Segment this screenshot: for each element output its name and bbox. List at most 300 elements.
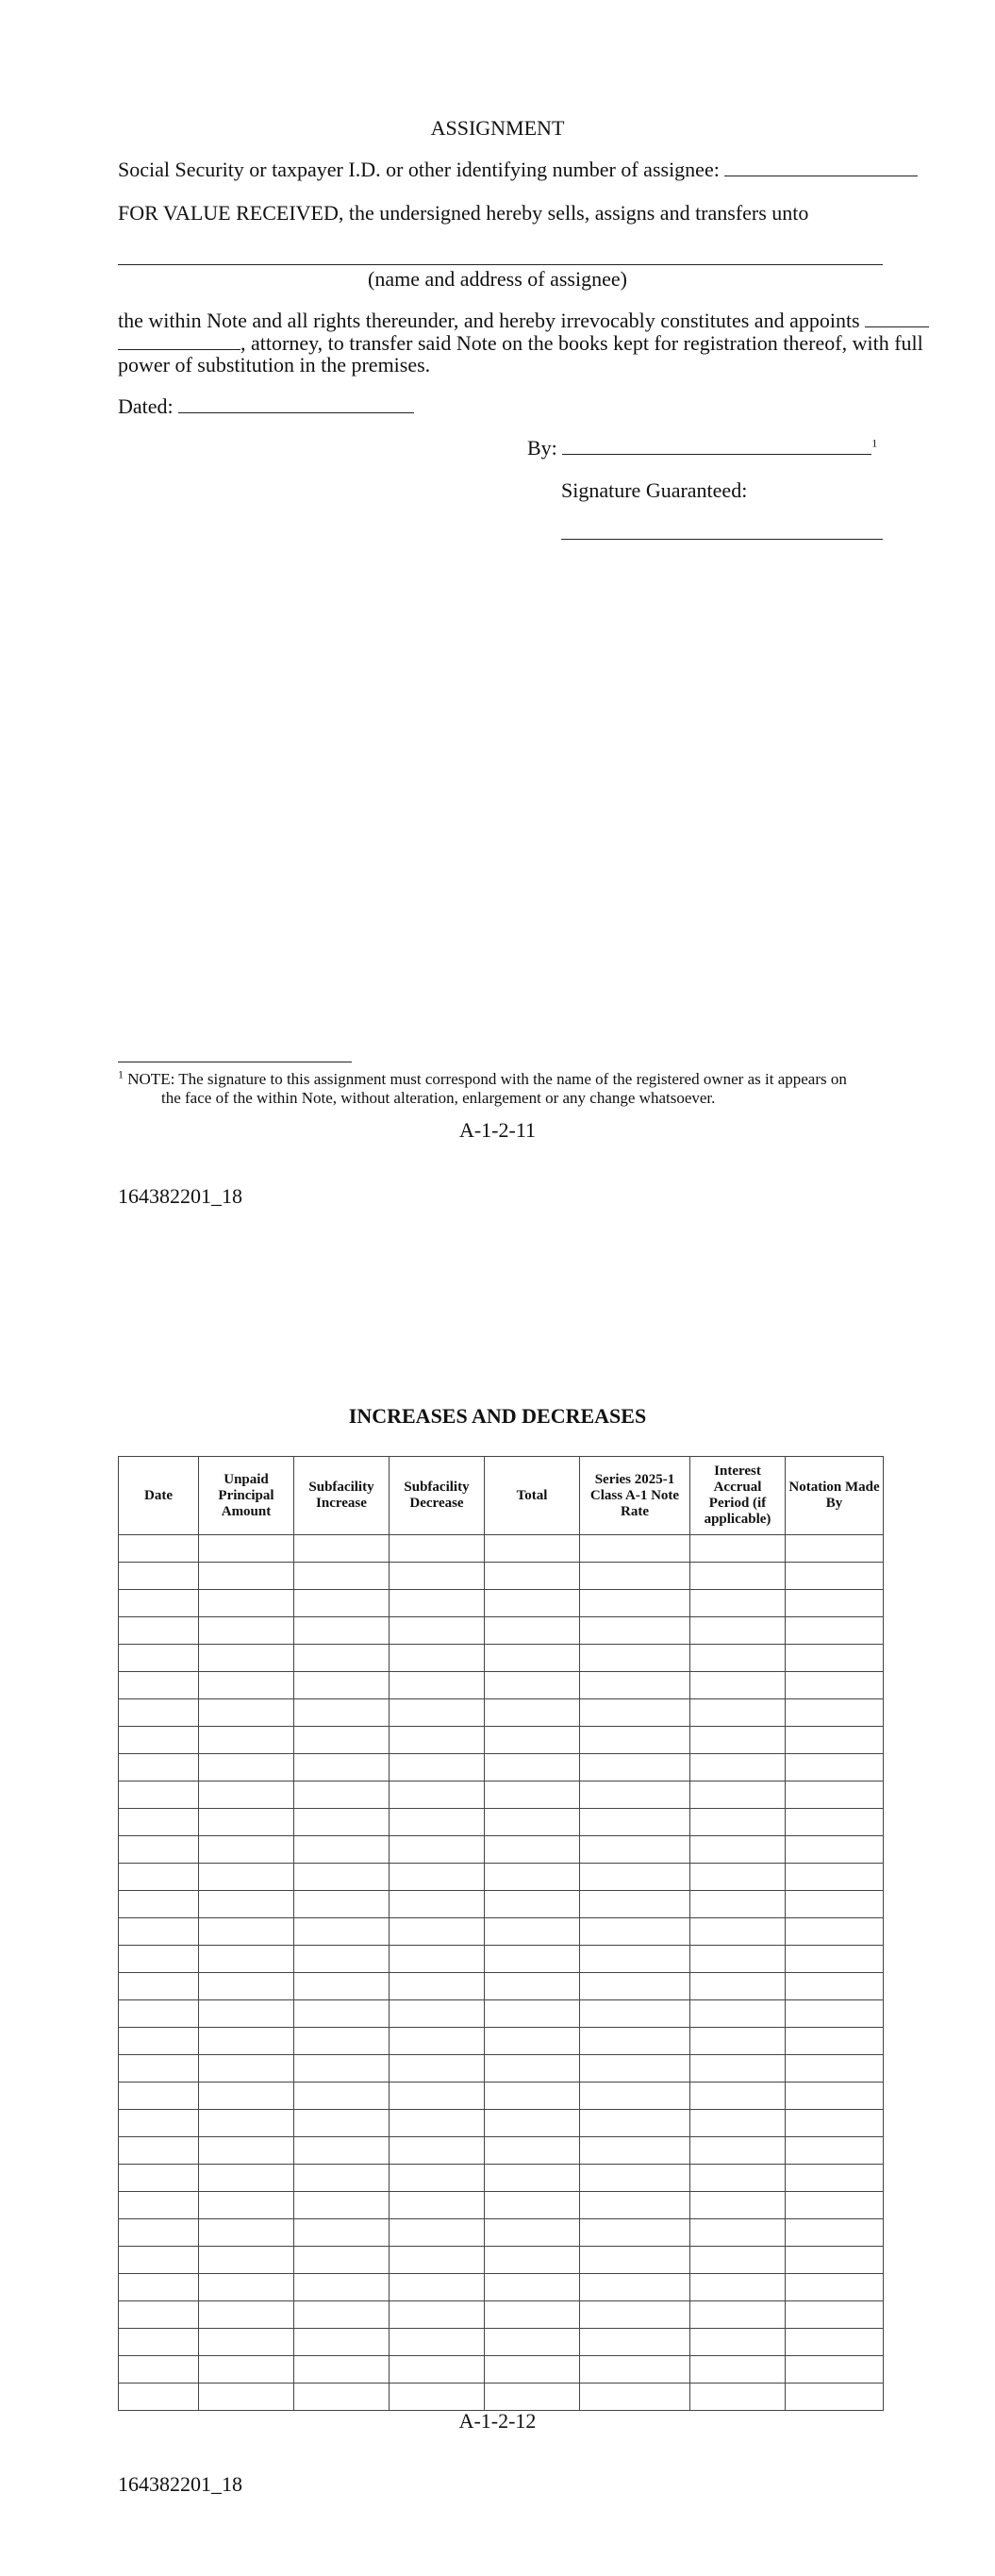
table-cell[interactable]: [199, 2192, 294, 2219]
table-cell[interactable]: [485, 2110, 580, 2137]
table-cell[interactable]: [119, 2301, 199, 2329]
table-row: [119, 2083, 884, 2110]
table-cell[interactable]: [485, 2192, 580, 2219]
table-cell[interactable]: [580, 2329, 690, 2356]
table-cell[interactable]: [390, 2356, 485, 2384]
table-cell[interactable]: [485, 1864, 580, 1891]
table-cell[interactable]: [390, 1672, 485, 1699]
table-row: [119, 1918, 884, 1946]
table-cell[interactable]: [390, 2384, 485, 2411]
table-cell[interactable]: [390, 2219, 485, 2247]
by-label: By:: [527, 436, 557, 460]
table-row: [119, 2384, 884, 2411]
table-cell[interactable]: [690, 1645, 786, 1672]
table-cell[interactable]: [580, 1754, 690, 1781]
table-cell[interactable]: [786, 1590, 884, 1617]
table-cell[interactable]: [690, 2301, 786, 2329]
document-id: 164382201_18: [118, 2472, 242, 2496]
table-cell[interactable]: [580, 1617, 690, 1645]
table-cell[interactable]: [580, 1864, 690, 1891]
table-cell[interactable]: [199, 1973, 294, 2000]
page-number: A-1-2-12: [458, 2409, 537, 2433]
table-cell[interactable]: [199, 2219, 294, 2247]
table-cell[interactable]: [390, 1563, 485, 1590]
table-cell[interactable]: [294, 1699, 390, 1727]
table-cell[interactable]: [580, 2356, 690, 2384]
table-cell[interactable]: [199, 1590, 294, 1617]
table-cell[interactable]: [199, 2301, 294, 2329]
footnote-marker: 1: [118, 1067, 124, 1081]
table-cell[interactable]: [199, 2083, 294, 2110]
table-cell[interactable]: [786, 1781, 884, 1809]
table-cell[interactable]: [199, 1836, 294, 1864]
table-cell[interactable]: [786, 2356, 884, 2384]
table-cell[interactable]: [199, 1946, 294, 1973]
column-header: Subfacility Increase: [294, 1457, 390, 1535]
table-cell[interactable]: [119, 1973, 199, 2000]
table-cell[interactable]: [580, 2384, 690, 2411]
table-cell[interactable]: [390, 1973, 485, 2000]
table-cell[interactable]: [390, 1781, 485, 1809]
table-cell[interactable]: [119, 1727, 199, 1754]
table-cell[interactable]: [786, 2137, 884, 2165]
table-cell[interactable]: [199, 1645, 294, 1672]
table-cell[interactable]: [786, 1836, 884, 1864]
table-cell[interactable]: [390, 1946, 485, 1973]
table-cell[interactable]: [690, 1563, 786, 1590]
table-cell[interactable]: [786, 1864, 884, 1891]
table-cell[interactable]: [119, 1781, 199, 1809]
table-cell[interactable]: [119, 1590, 199, 1617]
table-cell[interactable]: [119, 1563, 199, 1590]
table-cell[interactable]: [485, 1809, 580, 1836]
table-cell[interactable]: [485, 1973, 580, 2000]
table-cell[interactable]: [294, 1727, 390, 1754]
table-cell[interactable]: [786, 1918, 884, 1946]
column-header: Interest Accrual Period (if applicable): [690, 1457, 786, 1535]
table-cell[interactable]: [786, 1754, 884, 1781]
table-cell[interactable]: [690, 2028, 786, 2055]
table-cell[interactable]: [786, 1809, 884, 1836]
table-cell[interactable]: [199, 2028, 294, 2055]
signature-guaranteed-label: Signature Guaranteed:: [561, 478, 748, 502]
table-cell[interactable]: [199, 2329, 294, 2356]
table-cell[interactable]: [786, 1617, 884, 1645]
table-cell[interactable]: [294, 2219, 390, 2247]
table-cell[interactable]: [119, 1645, 199, 1672]
table-cell[interactable]: [199, 1754, 294, 1781]
table-cell[interactable]: [786, 2110, 884, 2137]
table-cell[interactable]: [199, 2055, 294, 2083]
table-row: [119, 1891, 884, 1918]
table-cell[interactable]: [485, 1590, 580, 1617]
table-cell[interactable]: [199, 1864, 294, 1891]
table-cell[interactable]: [294, 1809, 390, 1836]
table-cell[interactable]: [690, 2192, 786, 2219]
ssn-label: Social Security or taxpayer I.D. or other identifying number of assignee:: [118, 158, 720, 181]
table-cell[interactable]: [199, 1672, 294, 1699]
table-cell[interactable]: [199, 2356, 294, 2384]
table-cell[interactable]: [199, 1535, 294, 1563]
column-header: Unpaid Principal Amount: [199, 1457, 294, 1535]
table-cell[interactable]: [294, 1645, 390, 1672]
table-cell[interactable]: [294, 2083, 390, 2110]
table-cell[interactable]: [119, 2219, 199, 2247]
table-cell[interactable]: [119, 2329, 199, 2356]
table-cell[interactable]: [294, 2055, 390, 2083]
table-cell[interactable]: [786, 1727, 884, 1754]
table-cell[interactable]: [690, 1891, 786, 1918]
table-row: [119, 1809, 884, 1836]
table-cell[interactable]: [690, 2329, 786, 2356]
table-cell[interactable]: [580, 1699, 690, 1727]
table-cell[interactable]: [294, 1754, 390, 1781]
table-cell[interactable]: [485, 1781, 580, 1809]
table-cell[interactable]: [199, 1809, 294, 1836]
table-cell[interactable]: [294, 2028, 390, 2055]
table-cell[interactable]: [786, 1535, 884, 1563]
table-cell[interactable]: [690, 1918, 786, 1946]
table-cell[interactable]: [786, 2329, 884, 2356]
table-cell[interactable]: [119, 2028, 199, 2055]
table-cell[interactable]: [294, 1781, 390, 1809]
table-cell[interactable]: [119, 2165, 199, 2192]
table-cell[interactable]: [690, 2384, 786, 2411]
table-cell[interactable]: [485, 2356, 580, 2384]
table-cell[interactable]: [690, 1699, 786, 1727]
table-cell[interactable]: [390, 2247, 485, 2274]
table-cell[interactable]: [786, 1946, 884, 1973]
table-cell[interactable]: [690, 1617, 786, 1645]
table-cell[interactable]: [690, 2356, 786, 2384]
table-cell[interactable]: [119, 2083, 199, 2110]
table-cell[interactable]: [119, 2356, 199, 2384]
table-cell[interactable]: [485, 1918, 580, 1946]
table-cell[interactable]: [294, 1891, 390, 1918]
table-cell[interactable]: [294, 1946, 390, 1973]
table-row: [119, 1781, 884, 1809]
table-row: [119, 2356, 884, 2384]
table-cell[interactable]: [199, 1699, 294, 1727]
table-cell[interactable]: [690, 2055, 786, 2083]
transfer-text-1: the within Note and all rights thereunder, and hereby irrevocably constitutes and appoints: [118, 309, 860, 332]
table-cell[interactable]: [580, 2000, 690, 2028]
table-cell[interactable]: [690, 2137, 786, 2165]
table-cell[interactable]: [580, 1645, 690, 1672]
table-cell[interactable]: [580, 1781, 690, 1809]
table-cell[interactable]: [485, 1946, 580, 1973]
table-cell[interactable]: [690, 1973, 786, 2000]
table-cell[interactable]: [294, 1918, 390, 1946]
table-cell[interactable]: [786, 1699, 884, 1727]
table-cell[interactable]: [690, 1836, 786, 1864]
table-cell[interactable]: [580, 1946, 690, 1973]
table-cell[interactable]: [580, 2110, 690, 2137]
table-cell[interactable]: [390, 2083, 485, 2110]
footnote-line-2: the face of the within Note, without alteration, enlargement or any change whatsoever.: [161, 1089, 716, 1107]
table-cell[interactable]: [786, 2028, 884, 2055]
table-cell[interactable]: [390, 1754, 485, 1781]
table-cell[interactable]: [485, 2274, 580, 2301]
table-cell[interactable]: [199, 1781, 294, 1809]
table-cell[interactable]: [390, 2000, 485, 2028]
table-row: [119, 2329, 884, 2356]
table-cell[interactable]: [580, 1727, 690, 1754]
table-cell[interactable]: [390, 1918, 485, 1946]
table-row: [119, 1727, 884, 1754]
table-cell[interactable]: [294, 2301, 390, 2329]
table-cell[interactable]: [294, 2356, 390, 2384]
table-cell[interactable]: [786, 1672, 884, 1699]
value-received-line: FOR VALUE RECEIVED, the undersigned hereby sells, assigns and transfers unto: [118, 201, 809, 225]
table-header-row: [119, 1457, 884, 1535]
table-cell[interactable]: [786, 2165, 884, 2192]
table-cell[interactable]: [580, 2219, 690, 2247]
table-row: [119, 1946, 884, 1973]
table-cell[interactable]: [690, 2165, 786, 2192]
table-cell[interactable]: [580, 2055, 690, 2083]
table-cell[interactable]: [119, 1535, 199, 1563]
table-cell[interactable]: [390, 2137, 485, 2165]
table-cell[interactable]: [294, 2384, 390, 2411]
table-cell[interactable]: [580, 1590, 690, 1617]
table-cell[interactable]: [580, 1809, 690, 1836]
table-cell[interactable]: [294, 1563, 390, 1590]
table-cell[interactable]: [690, 2110, 786, 2137]
table-cell[interactable]: [690, 2000, 786, 2028]
table-cell[interactable]: [786, 1645, 884, 1672]
table-cell[interactable]: [199, 1891, 294, 1918]
table-row: [119, 2028, 884, 2055]
table-cell[interactable]: [390, 1590, 485, 1617]
table-cell[interactable]: [119, 1617, 199, 1645]
table-cell[interactable]: [294, 1836, 390, 1864]
table-cell[interactable]: [580, 2028, 690, 2055]
table-cell[interactable]: [690, 1946, 786, 1973]
table-cell[interactable]: [119, 1699, 199, 1727]
table-cell[interactable]: [119, 2384, 199, 2411]
table-cell[interactable]: [690, 1864, 786, 1891]
table-cell[interactable]: [294, 2000, 390, 2028]
table-cell[interactable]: [786, 2301, 884, 2329]
table-cell[interactable]: [580, 1535, 690, 1563]
table-cell[interactable]: [690, 1535, 786, 1563]
table-cell[interactable]: [390, 1864, 485, 1891]
table-cell[interactable]: [119, 1864, 199, 1891]
table-row: [119, 2192, 884, 2219]
table-cell[interactable]: [485, 2137, 580, 2165]
table-cell[interactable]: [390, 1535, 485, 1563]
table-cell[interactable]: [786, 2055, 884, 2083]
table-cell[interactable]: [390, 2055, 485, 2083]
table-cell[interactable]: [119, 1946, 199, 1973]
table-cell[interactable]: [485, 1617, 580, 1645]
table-cell[interactable]: [580, 2137, 690, 2165]
table-cell[interactable]: [485, 1836, 580, 1864]
table-cell[interactable]: [294, 1535, 390, 1563]
table-cell[interactable]: [119, 1891, 199, 1918]
table-cell[interactable]: [786, 1973, 884, 2000]
table-cell[interactable]: [485, 2000, 580, 2028]
table-cell[interactable]: [580, 2247, 690, 2274]
table-cell[interactable]: [690, 1781, 786, 1809]
table-cell[interactable]: [390, 2165, 485, 2192]
table-cell[interactable]: [786, 2384, 884, 2411]
table-cell[interactable]: [294, 2137, 390, 2165]
table-cell[interactable]: [690, 2274, 786, 2301]
table-cell[interactable]: [580, 1563, 690, 1590]
table-cell[interactable]: [580, 1836, 690, 1864]
table-cell[interactable]: [199, 2137, 294, 2165]
table-cell[interactable]: [199, 2000, 294, 2028]
table-cell[interactable]: [294, 1590, 390, 1617]
table-cell[interactable]: [294, 2165, 390, 2192]
table-cell[interactable]: [485, 2301, 580, 2329]
table-cell[interactable]: [580, 1672, 690, 1699]
table-cell[interactable]: [390, 1891, 485, 1918]
table-cell[interactable]: [485, 1699, 580, 1727]
table-cell[interactable]: [294, 1973, 390, 2000]
table-cell[interactable]: [390, 1645, 485, 1672]
table-cell[interactable]: [485, 2247, 580, 2274]
table-cell[interactable]: [294, 2274, 390, 2301]
table-cell[interactable]: [690, 1590, 786, 1617]
table-cell[interactable]: [485, 2219, 580, 2247]
table-cell[interactable]: [390, 2192, 485, 2219]
table-cell[interactable]: [485, 1535, 580, 1563]
table-row: [119, 1672, 884, 1699]
table-cell[interactable]: [690, 1754, 786, 1781]
table-cell[interactable]: [199, 1918, 294, 1946]
column-header: Series 2025-1 Class A-1 Note Rate: [580, 1457, 690, 1535]
table-cell[interactable]: [485, 1645, 580, 1672]
table-cell[interactable]: [199, 1617, 294, 1645]
table-row: [119, 2110, 884, 2137]
table-cell[interactable]: [119, 2247, 199, 2274]
table-cell[interactable]: [485, 1563, 580, 1590]
table-cell[interactable]: [580, 2274, 690, 2301]
table-cell[interactable]: [390, 2329, 485, 2356]
table-cell[interactable]: [690, 2219, 786, 2247]
table-row: [119, 2219, 884, 2247]
table-cell[interactable]: [786, 1891, 884, 1918]
table-cell[interactable]: [294, 1672, 390, 1699]
table-cell[interactable]: [119, 1754, 199, 1781]
table-row: [119, 2000, 884, 2028]
table-cell[interactable]: [390, 1836, 485, 1864]
table-cell[interactable]: [294, 1864, 390, 1891]
table-cell[interactable]: [119, 1809, 199, 1836]
table-cell[interactable]: [119, 1672, 199, 1699]
table-cell[interactable]: [786, 2274, 884, 2301]
table-cell[interactable]: [485, 1891, 580, 1918]
table-cell[interactable]: [580, 1918, 690, 1946]
table-cell[interactable]: [199, 1727, 294, 1754]
table-row: [119, 1973, 884, 2000]
table-cell[interactable]: [786, 2000, 884, 2028]
table-row: [119, 1645, 884, 1672]
table-cell[interactable]: [199, 2274, 294, 2301]
table-cell[interactable]: [786, 2192, 884, 2219]
table-cell[interactable]: [294, 2247, 390, 2274]
table-cell[interactable]: [485, 2083, 580, 2110]
table-cell[interactable]: [199, 2247, 294, 2274]
table-cell[interactable]: [390, 2301, 485, 2329]
column-header: Date: [119, 1457, 199, 1535]
table-cell[interactable]: [390, 2274, 485, 2301]
table-cell[interactable]: [390, 1699, 485, 1727]
table-cell[interactable]: [580, 1891, 690, 1918]
table-cell[interactable]: [485, 1754, 580, 1781]
table-cell[interactable]: [119, 2055, 199, 2083]
table-cell[interactable]: [199, 2110, 294, 2137]
table-cell[interactable]: [119, 2192, 199, 2219]
table-cell[interactable]: [786, 2083, 884, 2110]
table-row: [119, 1864, 884, 1891]
table-cell[interactable]: [294, 2329, 390, 2356]
document-id: 164382201_18: [118, 1184, 242, 1208]
table-cell[interactable]: [390, 2110, 485, 2137]
table-row: [119, 1836, 884, 1864]
table-cell[interactable]: [294, 2192, 390, 2219]
table-row: [119, 2165, 884, 2192]
assignee-caption: (name and address of assignee): [368, 267, 627, 291]
table-cell[interactable]: [485, 2329, 580, 2356]
table-cell[interactable]: [390, 1727, 485, 1754]
table-row: [119, 1617, 884, 1645]
table-cell[interactable]: [294, 2110, 390, 2137]
table-cell[interactable]: [690, 2247, 786, 2274]
table-cell[interactable]: [119, 2110, 199, 2137]
table-cell[interactable]: [690, 2083, 786, 2110]
table-cell[interactable]: [580, 2192, 690, 2219]
table-cell[interactable]: [580, 2083, 690, 2110]
table-cell[interactable]: [690, 1727, 786, 1754]
table-cell[interactable]: [390, 2028, 485, 2055]
table-cell[interactable]: [786, 2247, 884, 2274]
table-cell[interactable]: [690, 1809, 786, 1836]
table-cell[interactable]: [485, 1672, 580, 1699]
table-cell[interactable]: [119, 2137, 199, 2165]
table-cell[interactable]: [390, 1617, 485, 1645]
table-row: [119, 2137, 884, 2165]
table-cell[interactable]: [786, 1563, 884, 1590]
table-cell[interactable]: [199, 1563, 294, 1590]
increases-decreases-table: [118, 1456, 884, 2411]
table-cell[interactable]: [786, 2219, 884, 2247]
assignment-title: ASSIGNMENT: [430, 116, 565, 140]
table-cell[interactable]: [485, 1727, 580, 1754]
table-cell[interactable]: [390, 1809, 485, 1836]
table-cell[interactable]: [199, 2384, 294, 2411]
table-cell[interactable]: [690, 1672, 786, 1699]
table-cell[interactable]: [580, 2165, 690, 2192]
table-cell[interactable]: [119, 2000, 199, 2028]
table-cell[interactable]: [485, 2028, 580, 2055]
table-cell[interactable]: [580, 1973, 690, 2000]
table-cell[interactable]: [580, 2301, 690, 2329]
table-cell[interactable]: [119, 1918, 199, 1946]
table-cell[interactable]: [199, 2165, 294, 2192]
table-cell[interactable]: [485, 2384, 580, 2411]
table-cell[interactable]: [119, 2274, 199, 2301]
table-cell[interactable]: [119, 1836, 199, 1864]
table-cell[interactable]: [294, 1617, 390, 1645]
table-row: [119, 2301, 884, 2329]
table-cell[interactable]: [485, 2165, 580, 2192]
table-cell[interactable]: [485, 2055, 580, 2083]
column-header: Notation Made By: [786, 1457, 884, 1535]
